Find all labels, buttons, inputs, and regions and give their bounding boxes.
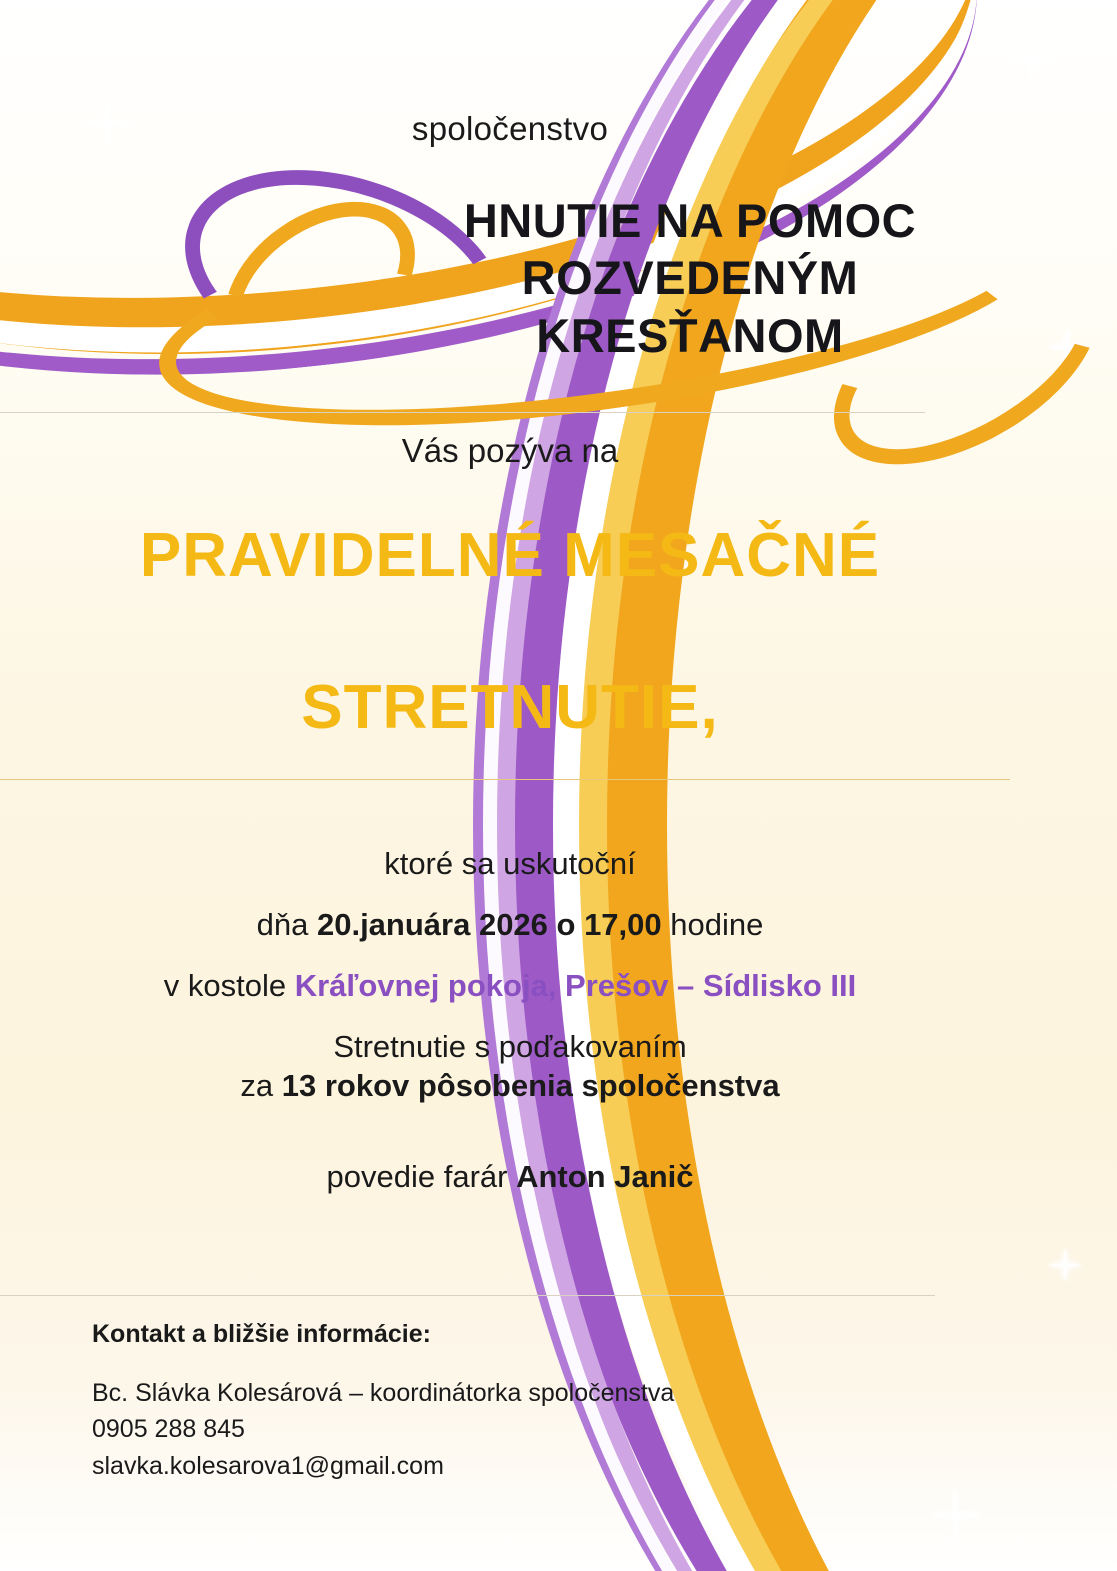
contact-phone: 0905 288 845	[92, 1415, 245, 1444]
details-leader	[0, 1161, 1020, 1192]
details-place	[0, 970, 1020, 1001]
divider-middle	[0, 779, 1010, 780]
details-thanks-prefix: za	[240, 1068, 282, 1103]
details-thanks-line-2	[0, 1070, 1020, 1101]
divider-bottom	[0, 1295, 935, 1296]
details-date	[0, 909, 1020, 940]
divider-top	[0, 412, 925, 413]
invitation-intro: Vás pozýva na	[401, 432, 619, 469]
details-date-prefix: dňa	[256, 907, 317, 942]
headline-line-2: STRETNUTIE,	[301, 673, 719, 742]
details-date-value: 20.januára 2026 o 17,00	[316, 907, 662, 942]
details-intro: ktoré sa uskutoční	[384, 846, 636, 881]
details-date-suffix: hodine	[661, 907, 764, 942]
contact-email: slavka.kolesarova1@gmail.com	[92, 1451, 444, 1480]
details-leader-prefix: povedie farár	[326, 1159, 517, 1194]
contact-person: Bc. Slávka Kolesárová – koordinátorka spoločenstva	[92, 1379, 675, 1407]
details-spacer	[0, 1131, 1020, 1161]
details-thanks-value: 13 rokov pôsobenia spoločenstva	[281, 1068, 780, 1103]
headline-line-1: PRAVIDELNÉ MESAČNÉ	[139, 521, 881, 590]
contact-block	[92, 1320, 674, 1484]
organization-name	[370, 192, 1010, 364]
details-thanks-line-1: Stretnutie s poďakovaním	[333, 1029, 687, 1064]
details-place-value: Kráľovnej pokoja, Prešov – Sídlisko III	[294, 968, 857, 1003]
organization-name-line-2: ROZVEDENÝM KRESŤANOM	[521, 251, 859, 362]
organization-logo	[120, 170, 1020, 385]
organization-name-line-1: HNUTIE NA POMOC	[463, 194, 917, 247]
details-leader-name: Anton Janič	[516, 1159, 694, 1194]
event-details	[0, 848, 1020, 1222]
kicker-text: spoločenstvo	[411, 110, 609, 147]
contact-title: Kontakt a bližšie informácie:	[92, 1320, 431, 1348]
details-place-prefix: v kostole	[163, 968, 295, 1003]
